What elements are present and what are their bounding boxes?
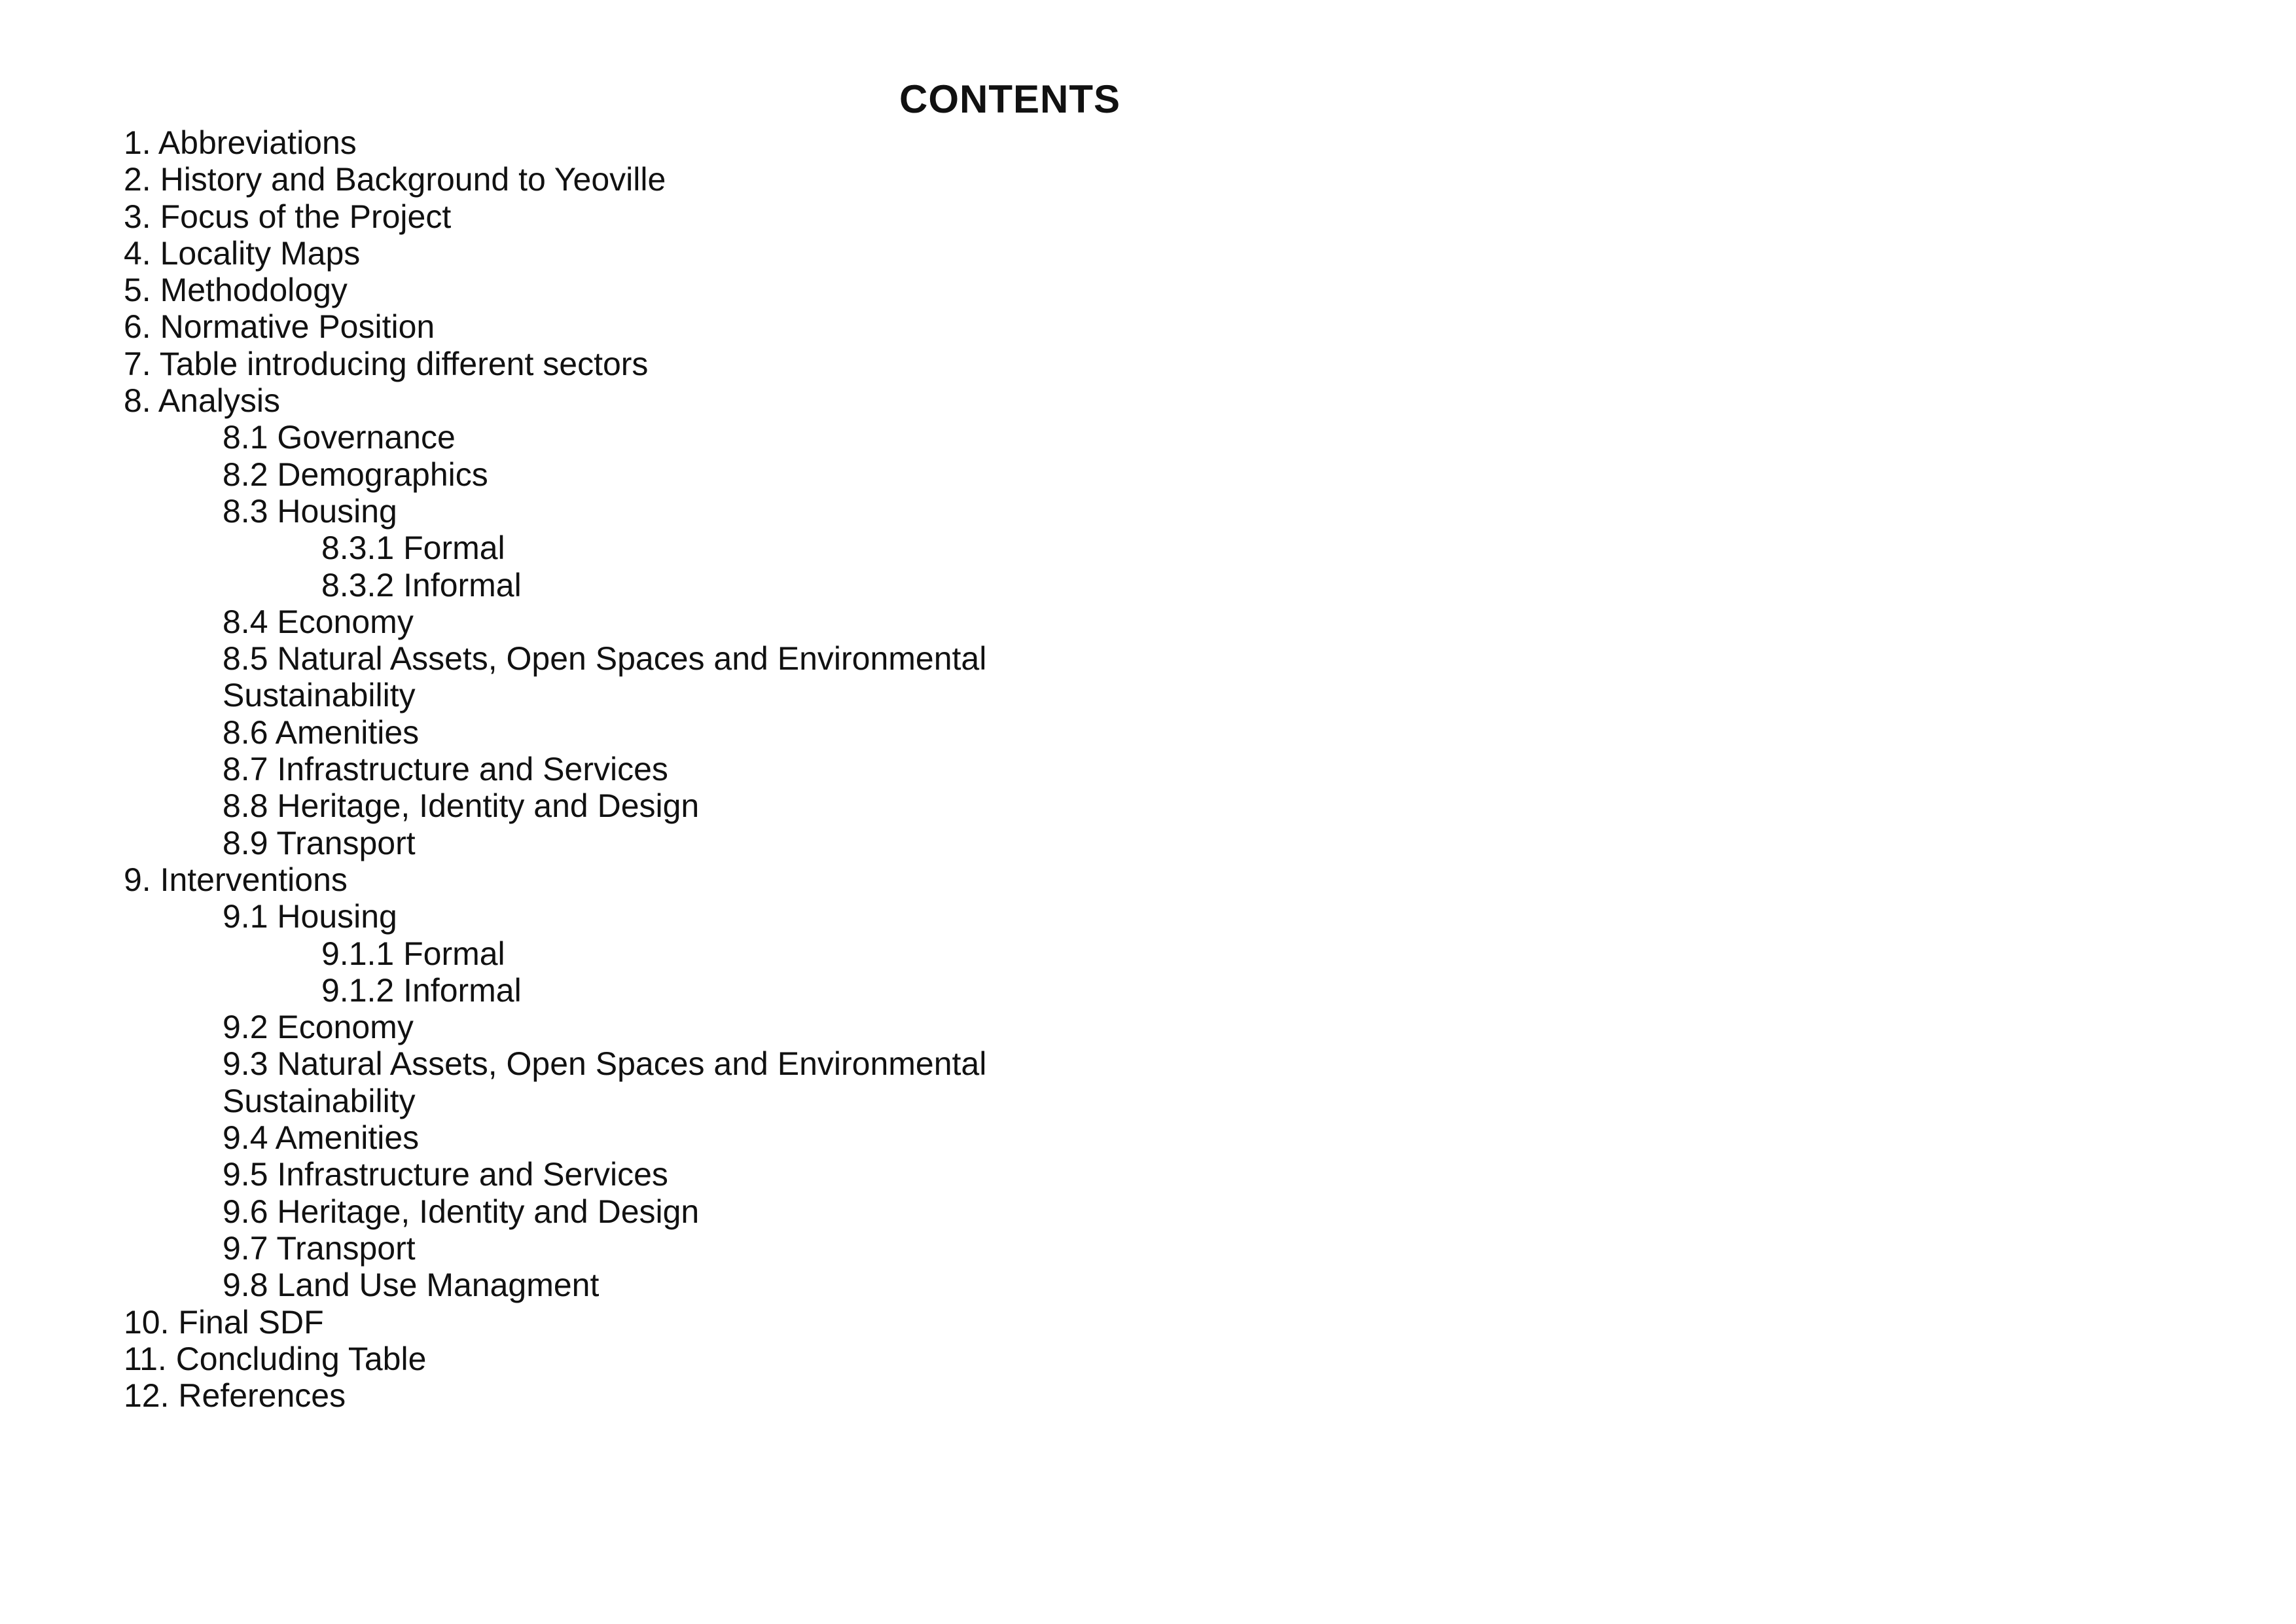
toc-entry: 9. Interventions — [124, 861, 348, 898]
toc-entry: 8.9 Transport — [223, 824, 416, 861]
toc-entry: 9.1.1 Formal — [321, 935, 505, 972]
toc-entry: 9.6 Heritage, Identity and Design — [223, 1193, 700, 1230]
table-of-contents — [124, 124, 1105, 1414]
toc-entry: 9.5 Infrastructure and Services — [223, 1156, 668, 1193]
toc-entry: 8.3.1 Formal — [321, 530, 505, 567]
toc-entry: 9.1 Housing — [223, 898, 397, 935]
toc-entry: 8.2 Demographics — [223, 456, 488, 493]
toc-entry: 11. Concluding Table — [124, 1340, 427, 1377]
toc-entry: 10. Final SDF — [124, 1303, 324, 1341]
toc-entry: 8.3.2 Informal — [321, 566, 522, 604]
toc-entry: 8.4 Economy — [223, 603, 414, 640]
toc-entry: 9.7 Transport — [223, 1229, 416, 1267]
toc-entry: 8.1 Governance — [223, 419, 456, 456]
toc-entry: 2. History and Background to Yeoville — [124, 161, 666, 198]
toc-entry: 5. Methodology — [124, 272, 348, 309]
toc-entry: 9.2 Economy — [223, 1009, 414, 1046]
toc-entry: 8.5 Natural Assets, Open Spaces and Environmental — [223, 640, 987, 677]
toc-entry: 9.1.2 Informal — [321, 971, 522, 1009]
toc-entry: 6. Normative Position — [124, 308, 435, 346]
toc-entry: 1. Abbreviations — [124, 124, 357, 161]
toc-entry: 8.8 Heritage, Identity and Design — [223, 787, 700, 825]
toc-entry: 8.6 Amenities — [223, 713, 420, 751]
toc-entry: Sustainability — [223, 677, 416, 714]
page-title: CONTENTS — [899, 77, 1121, 121]
toc-entry: 9.4 Amenities — [223, 1119, 420, 1157]
toc-entry: 4. Locality Maps — [124, 234, 361, 272]
toc-entry: 9.3 Natural Assets, Open Spaces and Environmental — [223, 1045, 987, 1083]
toc-entry: 9.8 Land Use Managment — [223, 1267, 600, 1304]
toc-entry: 8.7 Infrastructure and Services — [223, 751, 668, 788]
toc-entry: Sustainability — [223, 1082, 416, 1119]
toc-entry: 7. Table introducing different sectors — [124, 345, 649, 382]
toc-entry: 12. References — [124, 1377, 346, 1415]
toc-entry: 3. Focus of the Project — [124, 198, 452, 235]
toc-entry: 8.3 Housing — [223, 492, 397, 530]
toc-entry: 8. Analysis — [124, 382, 281, 420]
